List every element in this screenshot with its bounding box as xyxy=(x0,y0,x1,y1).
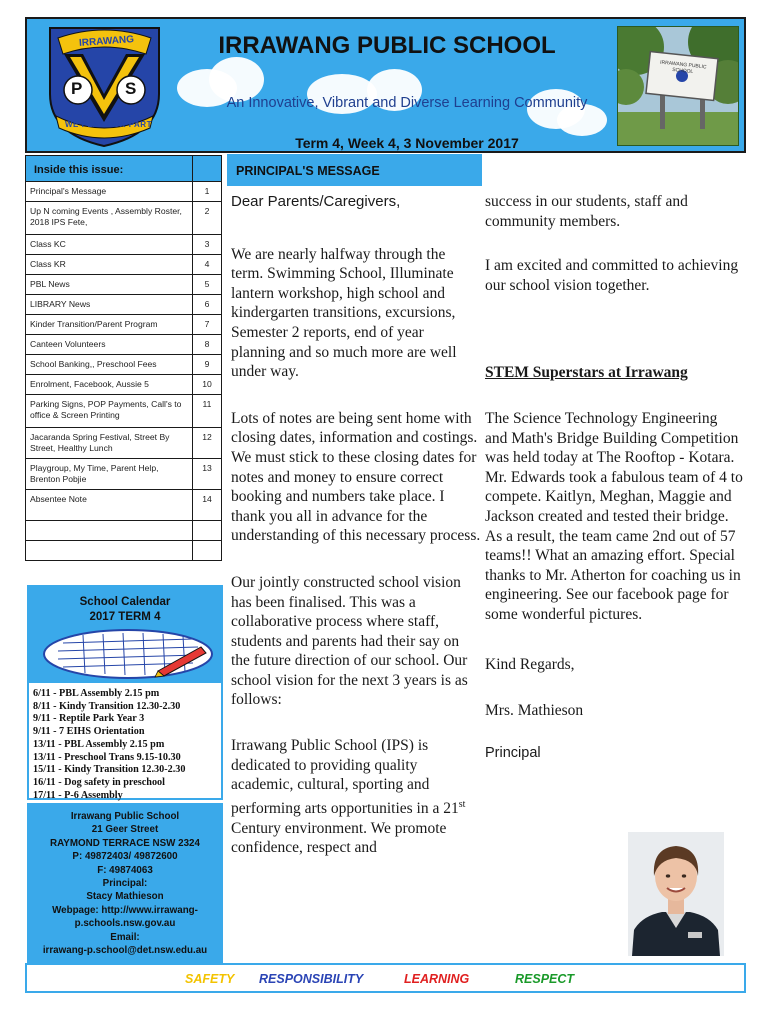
calendar-event: 15/11 - Kindy Transition 12.30-2.30 xyxy=(33,764,186,776)
principal-message-heading: PRINCIPAL'S MESSAGE xyxy=(228,155,481,185)
school-motto: An Innovative, Vibrant and Diverse Learning Community xyxy=(226,95,588,111)
contents-title-label: Inside this issue: xyxy=(34,164,124,176)
contents-item-label: Enrolment, Facebook, Aussie 5 xyxy=(30,379,149,389)
calendar-event: 16/11 - Dog safety in preschool xyxy=(33,776,165,788)
contents-item-label: Class KC xyxy=(30,239,66,249)
contents-item-page: 11 xyxy=(192,395,221,427)
contents-item-page: 3 xyxy=(192,235,221,254)
contents-row[interactable] xyxy=(25,182,222,202)
contents-item-label: PBL News xyxy=(30,279,70,289)
calendar-event: 9/11 - 7 EIHS Orientation xyxy=(33,726,145,738)
contents-item-page: 8 xyxy=(192,335,221,354)
contents-item-page: 12 xyxy=(192,428,221,458)
contents-title xyxy=(25,155,222,182)
contact-line: Email: xyxy=(110,931,140,943)
stem-heading: STEM Superstars at Irrawang xyxy=(485,364,688,382)
school-contact-box xyxy=(27,803,223,963)
contents-item-label: LIBRARY News xyxy=(30,299,91,309)
contents-row[interactable] xyxy=(25,428,222,459)
contents-row[interactable] xyxy=(25,335,222,355)
contents-item-page-empty xyxy=(192,541,221,560)
contents-item-label: Up N coming Events , Assembly Roster, 2018 IPS Fete, xyxy=(30,206,182,227)
calendar-event: 17/11 - P-6 Assembly xyxy=(33,789,123,801)
calendar-title-line1: School Calendar xyxy=(79,596,171,608)
contents-item-label: Canteen Volunteers xyxy=(30,339,106,349)
value-learning: LEARNING xyxy=(404,972,470,986)
calendar-event: 13/11 - Preschool Trans 9.15-10.30 xyxy=(33,751,181,763)
calendar-illustration-icon xyxy=(43,627,213,679)
calendar-header xyxy=(29,587,221,683)
message-paragraph: I am excited and committed to achieving our school vision together. xyxy=(485,257,739,294)
sign-off-name: Mrs. Mathieson xyxy=(485,702,584,720)
contact-line: Stacy Mathieson xyxy=(86,891,164,903)
message-column-1 xyxy=(231,192,481,858)
contact-line: P: 49872403/ 49872600 xyxy=(72,851,178,863)
calendar-title xyxy=(29,595,221,625)
crest-letter-p: P xyxy=(71,79,83,98)
contents-item-label: School Banking,, Preschool Fees xyxy=(30,359,157,369)
message-paragraph: Our jointly constructed school vision has been finalised. This was a collaborative process where staff, students and parents had their say on the future direction of our school. Our school vision for the next 3 years is as follows: xyxy=(231,573,468,709)
contact-line: Irrawang Public School xyxy=(70,811,180,822)
contents-item-label: Parking Signs, POP Payments, Call's to office & Screen Printing xyxy=(30,399,182,420)
school-values-footer xyxy=(25,963,746,993)
webpage-link-cont[interactable]: p.schools.nsw.gov.au xyxy=(74,918,176,930)
contents-item-label: Class KR xyxy=(30,259,66,269)
contact-line: 21 Geer Street xyxy=(91,824,159,836)
contents-item-page: 2 xyxy=(192,202,221,234)
contents-row[interactable] xyxy=(25,255,222,275)
value-safety: SAFETY xyxy=(185,972,235,986)
message-column-2 xyxy=(485,192,743,763)
contents-row[interactable] xyxy=(25,375,222,395)
contents-item-page: 6 xyxy=(192,295,221,314)
calendar-title-line2: 2017 TERM 4 xyxy=(89,611,161,623)
school-name-title: IRRAWANG PUBLIC SCHOOL xyxy=(218,32,556,59)
contents-item-label: Jacaranda Spring Festival, Street By Street, Healthy Lunch xyxy=(30,432,170,453)
contents-row[interactable] xyxy=(25,459,222,490)
contents-row[interactable] xyxy=(25,235,222,255)
sign-off-role: Principal xyxy=(485,744,541,761)
school-calendar-box xyxy=(27,585,223,800)
contents-row-empty xyxy=(25,541,222,561)
calendar-event: 6/11 - PBL Assembly 2.15 pm xyxy=(33,688,160,699)
calendar-events-list xyxy=(29,683,221,802)
contents-row[interactable] xyxy=(25,295,222,315)
calendar-event: 8/11 - Kindy Transition 12.30-2.30 xyxy=(33,700,181,712)
vision-text: Irrawang Public School (IPS) is dedicated to providing quality academic, cultural, sporting and performing arts opportunities in a 21 xyxy=(231,737,459,817)
contents-item-label: Principal's Message xyxy=(30,186,107,196)
crest-top-text: IRRAWANG xyxy=(78,34,135,49)
contact-line: Principal: xyxy=(102,878,148,890)
contact-line: F: 49874063 xyxy=(97,864,153,876)
value-respect: RESPECT xyxy=(515,972,575,986)
issue-date-line: Term 4, Week 4, 3 November 2017 xyxy=(295,135,519,151)
contents-row[interactable] xyxy=(25,202,222,235)
sign-text: IRRAWANG PUBLIC SCHOOL xyxy=(659,59,707,76)
contents-item-page: 13 xyxy=(192,459,221,489)
greeting: Dear Parents/Caregivers, xyxy=(231,193,401,210)
contents-row[interactable] xyxy=(25,395,222,428)
email-link[interactable]: irrawang-p.school@det.nsw.edu.au xyxy=(42,945,208,957)
value-responsibility: RESPONSIBILITY xyxy=(259,972,364,986)
message-paragraph: success in our students, staff and community members. xyxy=(485,193,688,230)
contents-item-page-empty xyxy=(192,521,221,540)
message-paragraph: The Science Technology Engineering and Math's Bridge Building Competition was held today at The Rooftop - Kotara. Mr. Edwards took a fabulous team of 4 to compete. Kaitlyn, Meghan, Maggie and Jackson created and tested their bridge. As a result, the team came 2nd out of 57 teams!! What an amazing effort. Special thanks to Mr. Atherton for coaching us in engineering. See our facebook page for some wonderful pictures. xyxy=(485,409,743,623)
contents-item-label: Absentee Note xyxy=(30,494,87,504)
contents-row[interactable] xyxy=(25,355,222,375)
contents-item-label: Kinder Transition/Parent Program xyxy=(30,319,158,329)
crest-bottom-text: WE PLAY OUR PART xyxy=(65,120,152,129)
contents-item-label: Playgroup, My Time, Parent Help, Brenton Pobjie xyxy=(30,463,159,484)
message-paragraph: Lots of notes are being sent home with closing dates, information and costings. We must stick to these closing dates for notes and money to ensure correct booking and numbers take place. I thank you all in advance for the understanding of this necessary process. xyxy=(231,409,481,545)
vision-statement xyxy=(231,736,481,858)
sign-off-regards: Kind Regards, xyxy=(485,655,575,673)
masthead xyxy=(25,17,746,153)
contents-item-page: 5 xyxy=(192,275,221,294)
message-paragraph: We are nearly halfway through the term. Swimming School, Illuminate lantern workshop, high school and kindergarten transitions, excursions, Semester 2 reports, end of year planning and so much more are well under way. xyxy=(231,245,457,381)
contents-item-page: 7 xyxy=(192,315,221,334)
contents-item-page: 9 xyxy=(192,355,221,374)
contact-line: RAYMOND TERRACE NSW 2324 xyxy=(50,837,200,849)
school-sign-photo xyxy=(617,26,739,146)
contents-row[interactable] xyxy=(25,275,222,295)
vision-text-cont: Century environment. We promote confidence, respect and xyxy=(231,819,447,857)
calendar-event: 9/11 - Reptile Park Year 3 xyxy=(33,713,145,725)
contents-row[interactable] xyxy=(25,490,222,521)
contents-item-page: 10 xyxy=(192,375,221,394)
contents-item-page: 14 xyxy=(192,490,221,520)
contents-item-page: 4 xyxy=(192,255,221,274)
crest-letter-s: S xyxy=(125,79,137,98)
calendar-event: 13/11 - PBL Assembly 2.15 pm xyxy=(33,738,165,750)
contents-head-cell xyxy=(192,156,221,181)
contents-row[interactable] xyxy=(25,315,222,335)
contents-row-empty xyxy=(25,521,222,541)
webpage-link[interactable]: Webpage: http://www.irrawang- xyxy=(52,904,198,916)
contents-table xyxy=(25,155,222,561)
contents-item-page: 1 xyxy=(192,182,221,201)
vision-superscript: st xyxy=(458,798,466,810)
principal-portrait-photo xyxy=(628,832,724,956)
